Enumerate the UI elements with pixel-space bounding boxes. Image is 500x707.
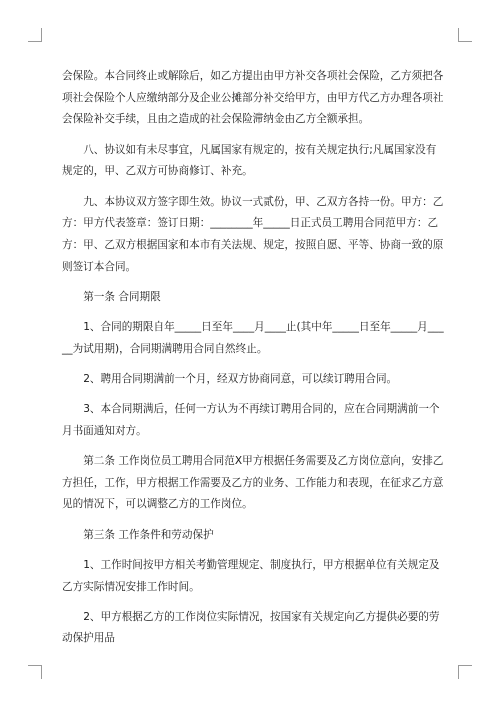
heading-article-three: 第三条 工作条件和劳动保护 [83, 528, 214, 541]
crop-mark-bottom-right [458, 665, 472, 679]
paragraph-term-1: 1、合同的期限自年_____日至年____月____止(其中年_____日至年_____月_____为试用期)，合同期满聘用合同自然终止。 [62, 321, 444, 355]
paragraph-clause-nine: 九、本协议双方签字即生效。协议一式贰份，甲、乙双方各持一份。甲方：乙方：甲方代表签章：签订日期：________年_____日正式员工聘用合同范甲方：乙方：甲、乙双方根据国家和本市有关法规、规定，按照自愿、平等、协商一致的原则签订本合同。 [62, 195, 444, 273]
document-body [62, 66, 444, 659]
crop-mark-bottom-left [28, 665, 42, 679]
crop-mark-top-left [28, 28, 42, 42]
paragraph-term-3: 3、本合同期满后，任何一方认为不再续订聘用合同的，应在合同期满前一个月书面通知对方。 [62, 403, 440, 437]
paragraph-article-two: 第二条 工作岗位员工聘用合同范X甲方根据任务需要及乙方岗位意向，安排乙方担任，工作，甲方根据工作需要及乙方的业务、工作能力和表现，在征求乙方意见的情况下，可以调整乙方的工作岗位。 [62, 455, 444, 511]
paragraph-clause-eight: 八、协议如有未尽事宜，凡属国家有规定的，按有关规定执行;凡属国家没有规定的，甲、乙双方可协商修订、补充。 [62, 143, 437, 178]
heading-article-one: 第一条 合同期限 [83, 290, 161, 303]
paragraph-conditions-1: 1、工作时间按甲方相关考勤管理规定、制度执行，甲方根据单位有关规定及乙方实际情况安排工作时间。 [62, 558, 440, 593]
paragraph-conditions-2: 2、甲方根据乙方的工作岗位实际情况，按国家有关规定向乙方提供必要的劳动保护用品 [62, 610, 440, 645]
paragraph-term-2: 2、聘用合同期满前一个月，经双方协商同意，可以续订聘用合同。 [83, 372, 398, 385]
paragraph-social-insurance: 会保险。本合同终止或解除后，如乙方提出由甲方补交各项社会保险，乙方须把各项社会保险个人应缴纳部分及企业公摊部分补交给甲方，由甲方代乙方办理各项社会保险补交手续，且由之造成的社会保险滞纳金由乙方全额承担。 [62, 70, 444, 126]
crop-mark-top-right [458, 28, 472, 42]
